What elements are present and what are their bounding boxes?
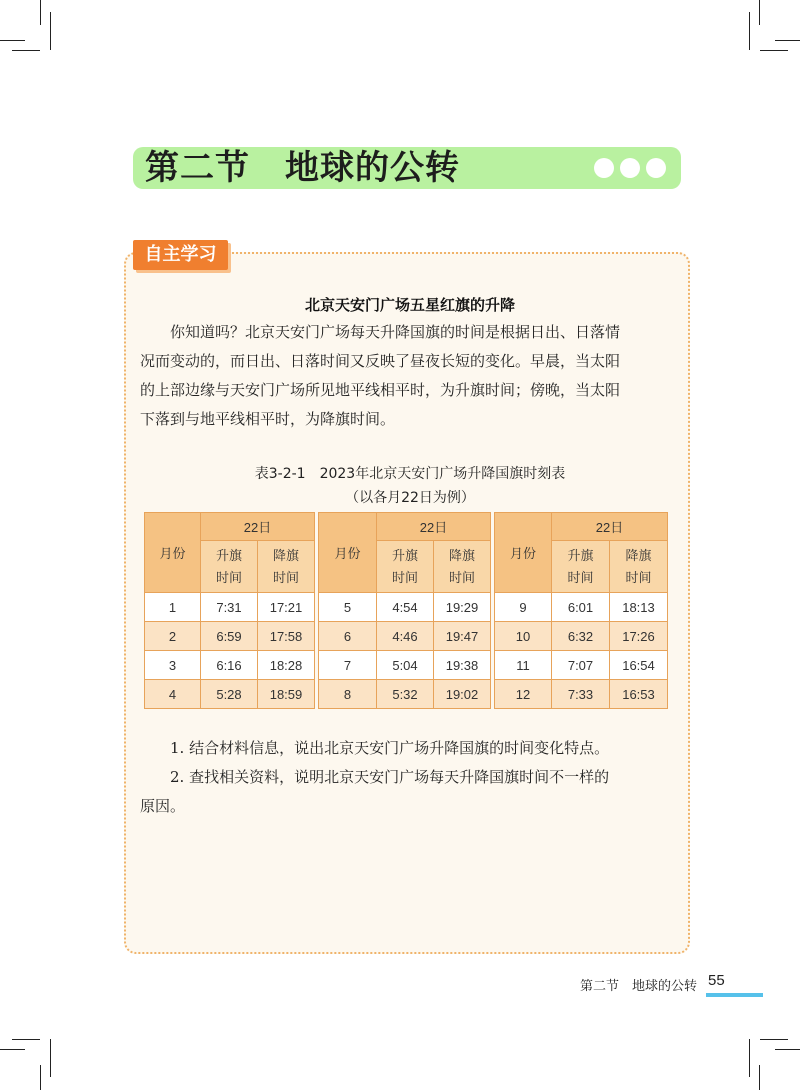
cell-month: 9: [495, 593, 552, 622]
cell-lower: 19:29: [434, 593, 491, 622]
cell-month: 6: [319, 622, 377, 651]
crop-mark: [40, 1065, 41, 1090]
table-row: [145, 622, 315, 651]
flag-time-table-block-2: [318, 512, 491, 709]
cell-month: 11: [495, 651, 552, 680]
crop-mark: [749, 1039, 750, 1077]
crop-mark: [759, 1065, 760, 1090]
question-2-line-2: 原因。: [140, 797, 186, 815]
cell-lower: 17:58: [258, 622, 315, 651]
header-rise-time: [377, 541, 434, 593]
header-month: 月份: [319, 513, 377, 593]
header-rise-l2: 时间: [215, 569, 242, 585]
cell-month: 8: [319, 680, 377, 709]
table-row: [145, 680, 315, 709]
cell-month: 10: [495, 622, 552, 651]
table-row: [145, 593, 315, 622]
header-lower-l2: 时间: [625, 569, 652, 585]
question-1: 1. 结合材料信息，说出北京天安门广场升降国旗的时间变化特点。: [140, 739, 610, 757]
cell-lower: 19:02: [434, 680, 491, 709]
cell-rise: 7:33: [552, 680, 610, 709]
article-paragraph: [140, 318, 670, 434]
cell-rise: 5:04: [377, 651, 434, 680]
crop-mark: [12, 50, 40, 51]
footer-section-title: 第二节 地球的公转: [580, 979, 698, 994]
cell-rise: 6:32: [552, 622, 610, 651]
header-rise-time: [201, 541, 258, 593]
header-rise-l2: 时间: [391, 569, 418, 585]
header-month: 月份: [145, 513, 201, 593]
banner-dot: [646, 158, 666, 178]
header-rise-l1: 升旗: [391, 547, 418, 563]
cell-rise: 4:54: [377, 593, 434, 622]
table-row: [495, 593, 668, 622]
cell-month: 2: [145, 622, 201, 651]
table-row: [319, 622, 491, 651]
banner-dot: [620, 158, 640, 178]
header-lower-time: [434, 541, 491, 593]
header-month: 月份: [495, 513, 552, 593]
crop-mark: [760, 1039, 788, 1040]
chapter-title: 第二节 地球的公转: [145, 148, 460, 188]
header-lower-time: [610, 541, 668, 593]
cell-month: 1: [145, 593, 201, 622]
header-rise-l2: 时间: [567, 569, 594, 585]
crop-mark: [759, 0, 760, 25]
cell-month: 12: [495, 680, 552, 709]
cell-rise: 5:32: [377, 680, 434, 709]
header-day: 22日: [201, 513, 315, 541]
crop-mark: [0, 1049, 25, 1050]
cell-rise: 7:07: [552, 651, 610, 680]
cell-lower: 18:13: [610, 593, 668, 622]
table-row: [319, 651, 491, 680]
flag-time-table-block-1: [144, 512, 315, 709]
cell-rise: 6:01: [552, 593, 610, 622]
table-row: [319, 680, 491, 709]
paragraph-line: 下落到与地平线相平时，为降旗时间。: [140, 410, 396, 428]
table-row: [495, 680, 668, 709]
cell-lower: 18:59: [258, 680, 315, 709]
cell-rise: 6:16: [201, 651, 258, 680]
section-tag: 自主学习: [133, 240, 228, 270]
header-rise-l1: 升旗: [567, 547, 594, 563]
cell-lower: 19:38: [434, 651, 491, 680]
crop-mark: [50, 12, 51, 50]
table-subcaption: （以各月22日为例）: [345, 490, 475, 506]
crop-mark: [775, 1049, 800, 1050]
cell-rise: 6:59: [201, 622, 258, 651]
table-caption: 表3-2-1 2023年北京天安门广场升降国旗时刻表: [254, 466, 566, 482]
crop-mark: [775, 40, 800, 41]
crop-mark: [760, 50, 788, 51]
page-number-bar: [706, 993, 763, 997]
cell-rise: 4:46: [377, 622, 434, 651]
cell-lower: 17:21: [258, 593, 315, 622]
cell-lower: 18:28: [258, 651, 315, 680]
header-rise-l1: 升旗: [215, 547, 242, 563]
header-lower-l1: 降旗: [272, 547, 299, 563]
article-title: 北京天安门广场五星红旗的升降: [304, 296, 515, 314]
cell-rise: 7:31: [201, 593, 258, 622]
cell-month: 7: [319, 651, 377, 680]
cell-month: 4: [145, 680, 201, 709]
table-row: [495, 622, 668, 651]
question-2-line-1: 2. 查找相关资料，说明北京天安门广场每天升降国旗时间不一样的: [140, 768, 610, 786]
header-day: 22日: [377, 513, 491, 541]
crop-mark: [749, 12, 750, 50]
table-row: [145, 651, 315, 680]
flag-time-table-block-3: [494, 512, 668, 709]
paragraph-line: 你知道吗？北京天安门广场每天升降国旗的时间是根据日出、日落情: [140, 323, 621, 341]
crop-mark: [50, 1039, 51, 1077]
paragraph-line: 况而变动的，而日出、日落时间又反映了昼夜长短的变化。早晨，当太阳: [140, 352, 621, 370]
table-row: [319, 593, 491, 622]
crop-mark: [0, 40, 25, 41]
header-day: 22日: [552, 513, 668, 541]
cell-rise: 5:28: [201, 680, 258, 709]
crop-mark: [12, 1039, 40, 1040]
cell-lower: 16:54: [610, 651, 668, 680]
header-lower-l2: 时间: [272, 569, 299, 585]
cell-lower: 17:26: [610, 622, 668, 651]
cell-month: 5: [319, 593, 377, 622]
cell-month: 3: [145, 651, 201, 680]
header-lower-l1: 降旗: [625, 547, 652, 563]
header-lower-l2: 时间: [448, 569, 475, 585]
table-row: [495, 651, 668, 680]
header-rise-time: [552, 541, 610, 593]
header-lower-l1: 降旗: [448, 547, 475, 563]
paragraph-line: 的上部边缘与天安门广场所见地平线相平时，为升旗时间；傍晚，当太阳: [140, 381, 621, 399]
questions: [140, 734, 670, 821]
crop-mark: [40, 0, 41, 25]
cell-lower: 16:53: [610, 680, 668, 709]
header-lower-time: [258, 541, 315, 593]
cell-lower: 19:47: [434, 622, 491, 651]
banner-dot: [594, 158, 614, 178]
page-number: 55: [708, 972, 725, 989]
